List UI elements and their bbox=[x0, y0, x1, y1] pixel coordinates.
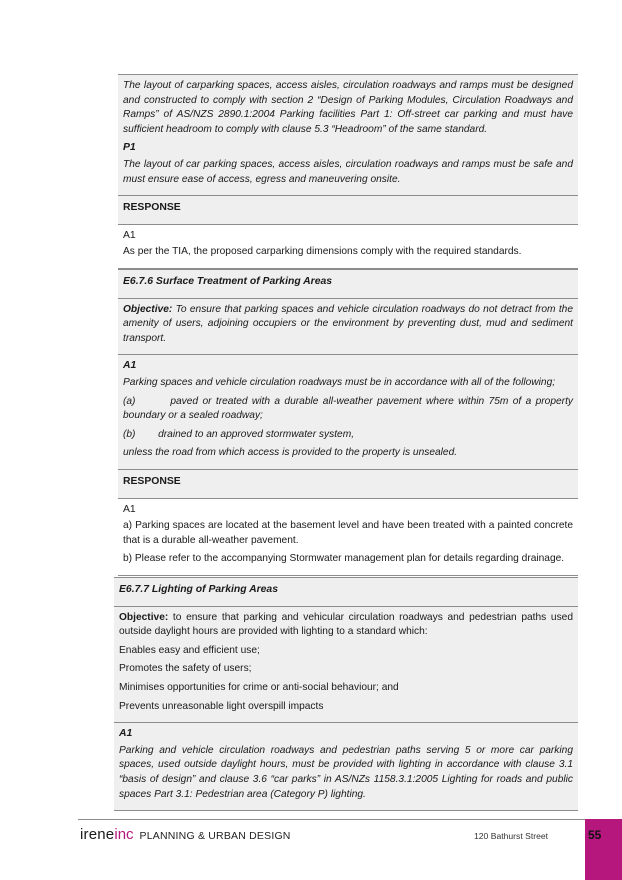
company-tagline: PLANNING & URBAN DESIGN bbox=[139, 830, 291, 842]
list-item-a bbox=[123, 395, 573, 424]
a1-requirement-text: The layout of carparking spaces, access aisles, circulation roadways and ramps must be designed and constructed to comply with section 2 “Design of Parking Modules, Circulation Roadways and Ramps” of AS/NZS 2890.1:2004 Parking facilities Part 1: Off-street car parking and must have sufficient headroom to comply with clause 5.3 “Headroom” of the same standard. bbox=[123, 80, 573, 135]
list-item-b-number: (b) bbox=[123, 428, 136, 440]
a1-outro-text: unless the road from which access is provided to the property is unsealed. bbox=[123, 447, 458, 459]
list-item-a-text: paved or treated with a durable all-weather pavement where within 75m of a property boundary or a sealed roadway; bbox=[123, 395, 573, 422]
section-lighting bbox=[114, 577, 578, 811]
section-heading-cell bbox=[118, 269, 578, 298]
objective-text: To ensure that parking spaces and vehicle circulation roadways do not detract from the amenity of users, adjoining occupiers or the environment by preventing dust, mud and sediment transport. bbox=[123, 303, 573, 344]
section-parking-layout bbox=[118, 74, 578, 269]
list-item-a-number: (a) bbox=[123, 395, 136, 407]
objective-label: Objective: bbox=[123, 303, 173, 315]
footer-address: 120 Bathurst Street bbox=[474, 831, 549, 841]
footer-brand bbox=[80, 826, 291, 846]
objective-item: Minimises opportunities for crime or anti-social behaviour; and bbox=[119, 681, 399, 693]
objective-paragraph bbox=[123, 303, 573, 347]
response-header bbox=[118, 469, 578, 498]
company-logo-part1: irene bbox=[80, 826, 115, 843]
section-heading: E6.7.7 Lighting of Parking Areas bbox=[119, 584, 278, 595]
section-heading: E6.7.6 Surface Treatment of Parking Areas bbox=[123, 276, 333, 287]
response-label: RESPONSE bbox=[123, 202, 181, 214]
response-text: As per the TIA, the proposed carparking dimensions comply with the required standards. bbox=[123, 246, 522, 258]
a1-requirement-text: Parking and vehicle circulation roadways and pedestrian paths serving 5 or more car parking spaces, used outside daylight hours, must be provided with lighting in accordance with clause 3.1 “basis of design” and clause 3.6 “car parks” in AS/NZs 1158.3.1:2005 Lighting for roads and public spaces Part 3.1: Pedestrian area (Category P) lighting. bbox=[119, 744, 573, 800]
acceptable-solution-cell bbox=[118, 74, 578, 195]
response-text-b: b) Please refer to the accompanying Stormwater management plan for details regarding drainage. bbox=[123, 553, 565, 565]
a1-label: A1 bbox=[119, 728, 133, 740]
list-item-b-text: drained to an approved stormwater system, bbox=[158, 428, 355, 440]
response-a1-label: A1 bbox=[123, 229, 136, 241]
response-a1-label: A1 bbox=[123, 503, 136, 515]
objective-item: Prevents unreasonable light overspill impacts bbox=[119, 700, 324, 712]
company-logo-part2: inc bbox=[114, 826, 134, 843]
objective-item: Promotes the safety of users; bbox=[119, 663, 252, 675]
objective-paragraph bbox=[119, 611, 573, 640]
objective-cell bbox=[114, 606, 578, 723]
section-heading-cell bbox=[114, 577, 578, 606]
p1-label: P1 bbox=[123, 142, 136, 154]
objective-text: to ensure that parking and vehicular circulation roadways and pedestrian paths used outside daylight hours are provided with lighting to a standard which: bbox=[119, 611, 573, 638]
list-item-b bbox=[123, 428, 573, 443]
objective-cell bbox=[118, 298, 578, 355]
a1-label: A1 bbox=[123, 360, 137, 372]
p1-requirement-text: The layout of car parking spaces, access aisles, circulation roadways and ramps must be safe and must ensure ease of access, egress and maneuvering onsite. bbox=[123, 158, 573, 185]
response-text-a: a) Parking spaces are located at the basement level and have been treated with a painted concrete that is a durable all-weather pavement. bbox=[123, 520, 573, 546]
objective-item: Enables easy and efficient use; bbox=[119, 644, 260, 656]
acceptable-solution-cell bbox=[118, 354, 578, 469]
response-label: RESPONSE bbox=[123, 475, 181, 487]
objective-label: Objective: bbox=[119, 611, 169, 623]
response-cell bbox=[118, 224, 578, 268]
footer-divider bbox=[78, 819, 586, 820]
a1-intro-text: Parking spaces and vehicle circulation roadways must be in accordance with all of the following; bbox=[123, 376, 556, 388]
acceptable-solution-cell bbox=[114, 722, 578, 810]
response-header bbox=[118, 195, 578, 224]
section-surface-treatment bbox=[118, 269, 578, 576]
page-number: 55 bbox=[588, 828, 602, 842]
response-cell bbox=[118, 498, 578, 575]
